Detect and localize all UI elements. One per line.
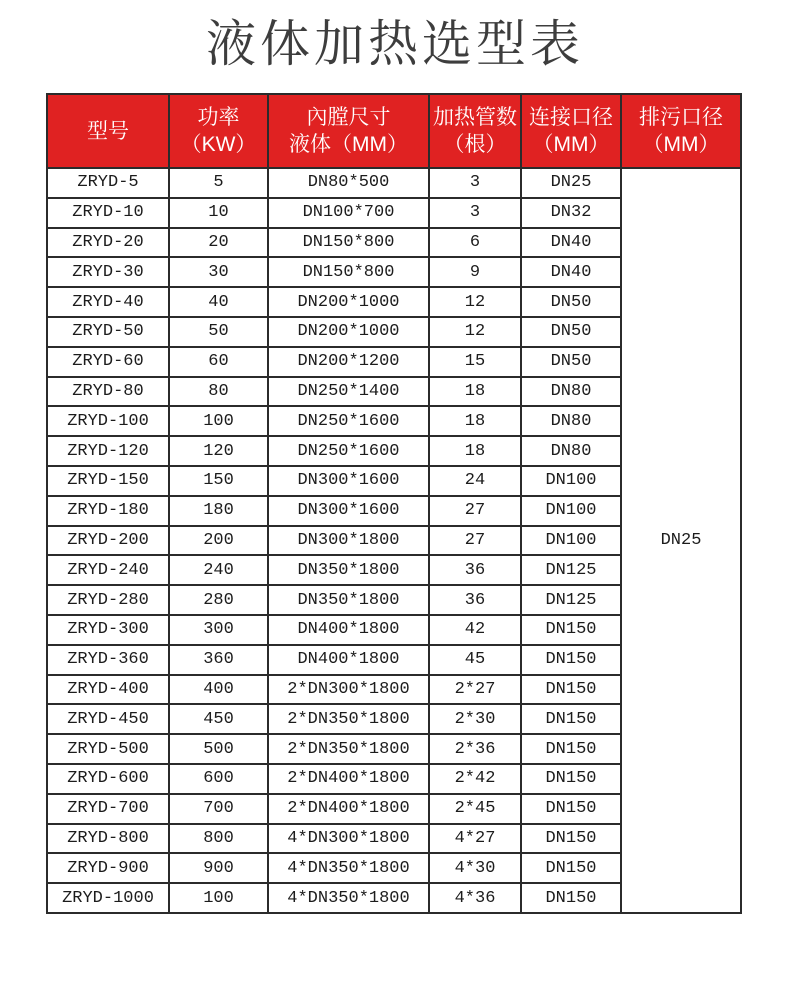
table-cell: DN100 xyxy=(521,466,621,496)
table-cell: ZRYD-200 xyxy=(47,526,169,556)
table-cell: 10 xyxy=(169,198,268,228)
table-cell: DN300*1800 xyxy=(268,526,429,556)
table-cell: 2*DN350*1800 xyxy=(268,704,429,734)
table-cell: DN125 xyxy=(521,555,621,585)
table-cell: 4*DN350*1800 xyxy=(268,853,429,883)
table-cell: ZRYD-100 xyxy=(47,406,169,436)
table-cell: 2*DN350*1800 xyxy=(268,734,429,764)
table-cell: ZRYD-400 xyxy=(47,675,169,705)
table-cell: DN350*1800 xyxy=(268,555,429,585)
table-cell: DN40 xyxy=(521,257,621,287)
table-cell: 2*DN300*1800 xyxy=(268,675,429,705)
table-cell: ZRYD-500 xyxy=(47,734,169,764)
table-cell: 36 xyxy=(429,555,521,585)
table-row xyxy=(47,168,741,198)
table-cell: ZRYD-150 xyxy=(47,466,169,496)
table-header-row xyxy=(47,94,741,168)
table-cell: ZRYD-20 xyxy=(47,228,169,258)
table-cell: 18 xyxy=(429,377,521,407)
table-cell: DN25 xyxy=(521,168,621,198)
table-cell: DN150 xyxy=(521,883,621,913)
merged-drain-diameter-cell: DN25 xyxy=(621,168,741,913)
table-cell: 100 xyxy=(169,406,268,436)
table-cell: 300 xyxy=(169,615,268,645)
table-cell: DN100 xyxy=(521,496,621,526)
table-cell: DN400*1800 xyxy=(268,615,429,645)
table-cell: DN150 xyxy=(521,853,621,883)
table-cell: DN150*800 xyxy=(268,228,429,258)
table-cell: DN50 xyxy=(521,287,621,317)
table-cell: ZRYD-700 xyxy=(47,794,169,824)
table-cell: DN125 xyxy=(521,585,621,615)
column-header-0: 型号 xyxy=(47,94,169,168)
table-cell: 42 xyxy=(429,615,521,645)
table-cell: DN80 xyxy=(521,377,621,407)
table-cell: DN150 xyxy=(521,734,621,764)
table-cell: DN150*800 xyxy=(268,257,429,287)
table-cell: DN300*1600 xyxy=(268,496,429,526)
column-header-1: 功率 （KW） xyxy=(169,94,268,168)
table-cell: 27 xyxy=(429,526,521,556)
column-header-3: 加热管数 （根） xyxy=(429,94,521,168)
column-header-4: 连接口径 （MM） xyxy=(521,94,621,168)
table-cell: 80 xyxy=(169,377,268,407)
table-cell: 800 xyxy=(169,824,268,854)
table-cell: ZRYD-80 xyxy=(47,377,169,407)
table-cell: DN100*700 xyxy=(268,198,429,228)
table-cell: 900 xyxy=(169,853,268,883)
table-cell: 36 xyxy=(429,585,521,615)
column-header-2: 內膛尺寸 液体（MM） xyxy=(268,94,429,168)
table-cell: DN300*1600 xyxy=(268,466,429,496)
table-cell: ZRYD-360 xyxy=(47,645,169,675)
table-cell: DN150 xyxy=(521,794,621,824)
table-cell: 120 xyxy=(169,436,268,466)
table-cell: DN150 xyxy=(521,675,621,705)
table-cell: 2*DN400*1800 xyxy=(268,764,429,794)
table-cell: ZRYD-800 xyxy=(47,824,169,854)
table-cell: 4*30 xyxy=(429,853,521,883)
table-cell: DN150 xyxy=(521,824,621,854)
table-cell: 20 xyxy=(169,228,268,258)
table-cell: 3 xyxy=(429,198,521,228)
table-cell: 45 xyxy=(429,645,521,675)
table-cell: DN200*1000 xyxy=(268,287,429,317)
table-cell: DN150 xyxy=(521,704,621,734)
table-cell: 9 xyxy=(429,257,521,287)
table-cell: ZRYD-5 xyxy=(47,168,169,198)
table-cell: 12 xyxy=(429,287,521,317)
table-cell: ZRYD-180 xyxy=(47,496,169,526)
table-cell: ZRYD-240 xyxy=(47,555,169,585)
selection-table xyxy=(46,93,742,914)
column-header-5: 排污口径 （MM） xyxy=(621,94,741,168)
table-cell: DN250*1400 xyxy=(268,377,429,407)
table-cell: 360 xyxy=(169,645,268,675)
table-cell: 4*DN300*1800 xyxy=(268,824,429,854)
table-cell: ZRYD-10 xyxy=(47,198,169,228)
table-cell: 18 xyxy=(429,436,521,466)
table-cell: 240 xyxy=(169,555,268,585)
table-cell: DN200*1000 xyxy=(268,317,429,347)
table-cell: DN200*1200 xyxy=(268,347,429,377)
table-cell: 100 xyxy=(169,883,268,913)
table-cell: 40 xyxy=(169,287,268,317)
table-cell: DN80*500 xyxy=(268,168,429,198)
table-cell: 50 xyxy=(169,317,268,347)
table-cell: 4*DN350*1800 xyxy=(268,883,429,913)
table-cell: 12 xyxy=(429,317,521,347)
table-cell: 15 xyxy=(429,347,521,377)
table-cell: ZRYD-40 xyxy=(47,287,169,317)
table-cell: 60 xyxy=(169,347,268,377)
table-cell: 150 xyxy=(169,466,268,496)
table-cell: ZRYD-30 xyxy=(47,257,169,287)
table-cell: 400 xyxy=(169,675,268,705)
table-cell: ZRYD-1000 xyxy=(47,883,169,913)
table-cell: ZRYD-300 xyxy=(47,615,169,645)
table-cell: 2*45 xyxy=(429,794,521,824)
table-body xyxy=(47,168,741,913)
table-cell: DN32 xyxy=(521,198,621,228)
table-cell: 2*36 xyxy=(429,734,521,764)
table-cell: 700 xyxy=(169,794,268,824)
table-cell: 2*27 xyxy=(429,675,521,705)
table-cell: DN150 xyxy=(521,645,621,675)
table-cell: DN400*1800 xyxy=(268,645,429,675)
table-cell: 500 xyxy=(169,734,268,764)
table-cell: 4*36 xyxy=(429,883,521,913)
table-cell: DN350*1800 xyxy=(268,585,429,615)
table-cell: 18 xyxy=(429,406,521,436)
table-cell: DN50 xyxy=(521,317,621,347)
table-cell: ZRYD-600 xyxy=(47,764,169,794)
table-cell: 280 xyxy=(169,585,268,615)
table-cell: 200 xyxy=(169,526,268,556)
table-cell: 24 xyxy=(429,466,521,496)
table-cell: 2*42 xyxy=(429,764,521,794)
table-cell: ZRYD-900 xyxy=(47,853,169,883)
table-cell: ZRYD-60 xyxy=(47,347,169,377)
page-title: 液体加热选型表 xyxy=(206,16,584,72)
table-cell: DN150 xyxy=(521,615,621,645)
table-cell: ZRYD-50 xyxy=(47,317,169,347)
table-cell: 4*27 xyxy=(429,824,521,854)
table-cell: ZRYD-280 xyxy=(47,585,169,615)
table-cell: 5 xyxy=(169,168,268,198)
table-cell: 6 xyxy=(429,228,521,258)
table-cell: DN250*1600 xyxy=(268,406,429,436)
table-cell: DN150 xyxy=(521,764,621,794)
table-cell: ZRYD-450 xyxy=(47,704,169,734)
table-cell: 2*30 xyxy=(429,704,521,734)
table-cell: DN50 xyxy=(521,347,621,377)
table-cell: DN80 xyxy=(521,406,621,436)
table-cell: 180 xyxy=(169,496,268,526)
table-cell: DN80 xyxy=(521,436,621,466)
table-cell: 600 xyxy=(169,764,268,794)
table-cell: 3 xyxy=(429,168,521,198)
table-header xyxy=(47,94,741,168)
table-cell: 30 xyxy=(169,257,268,287)
table-cell: ZRYD-120 xyxy=(47,436,169,466)
table-cell: 2*DN400*1800 xyxy=(268,794,429,824)
table-cell: DN40 xyxy=(521,228,621,258)
table-cell: DN250*1600 xyxy=(268,436,429,466)
table-cell: DN100 xyxy=(521,526,621,556)
table-cell: 450 xyxy=(169,704,268,734)
table-cell: 27 xyxy=(429,496,521,526)
